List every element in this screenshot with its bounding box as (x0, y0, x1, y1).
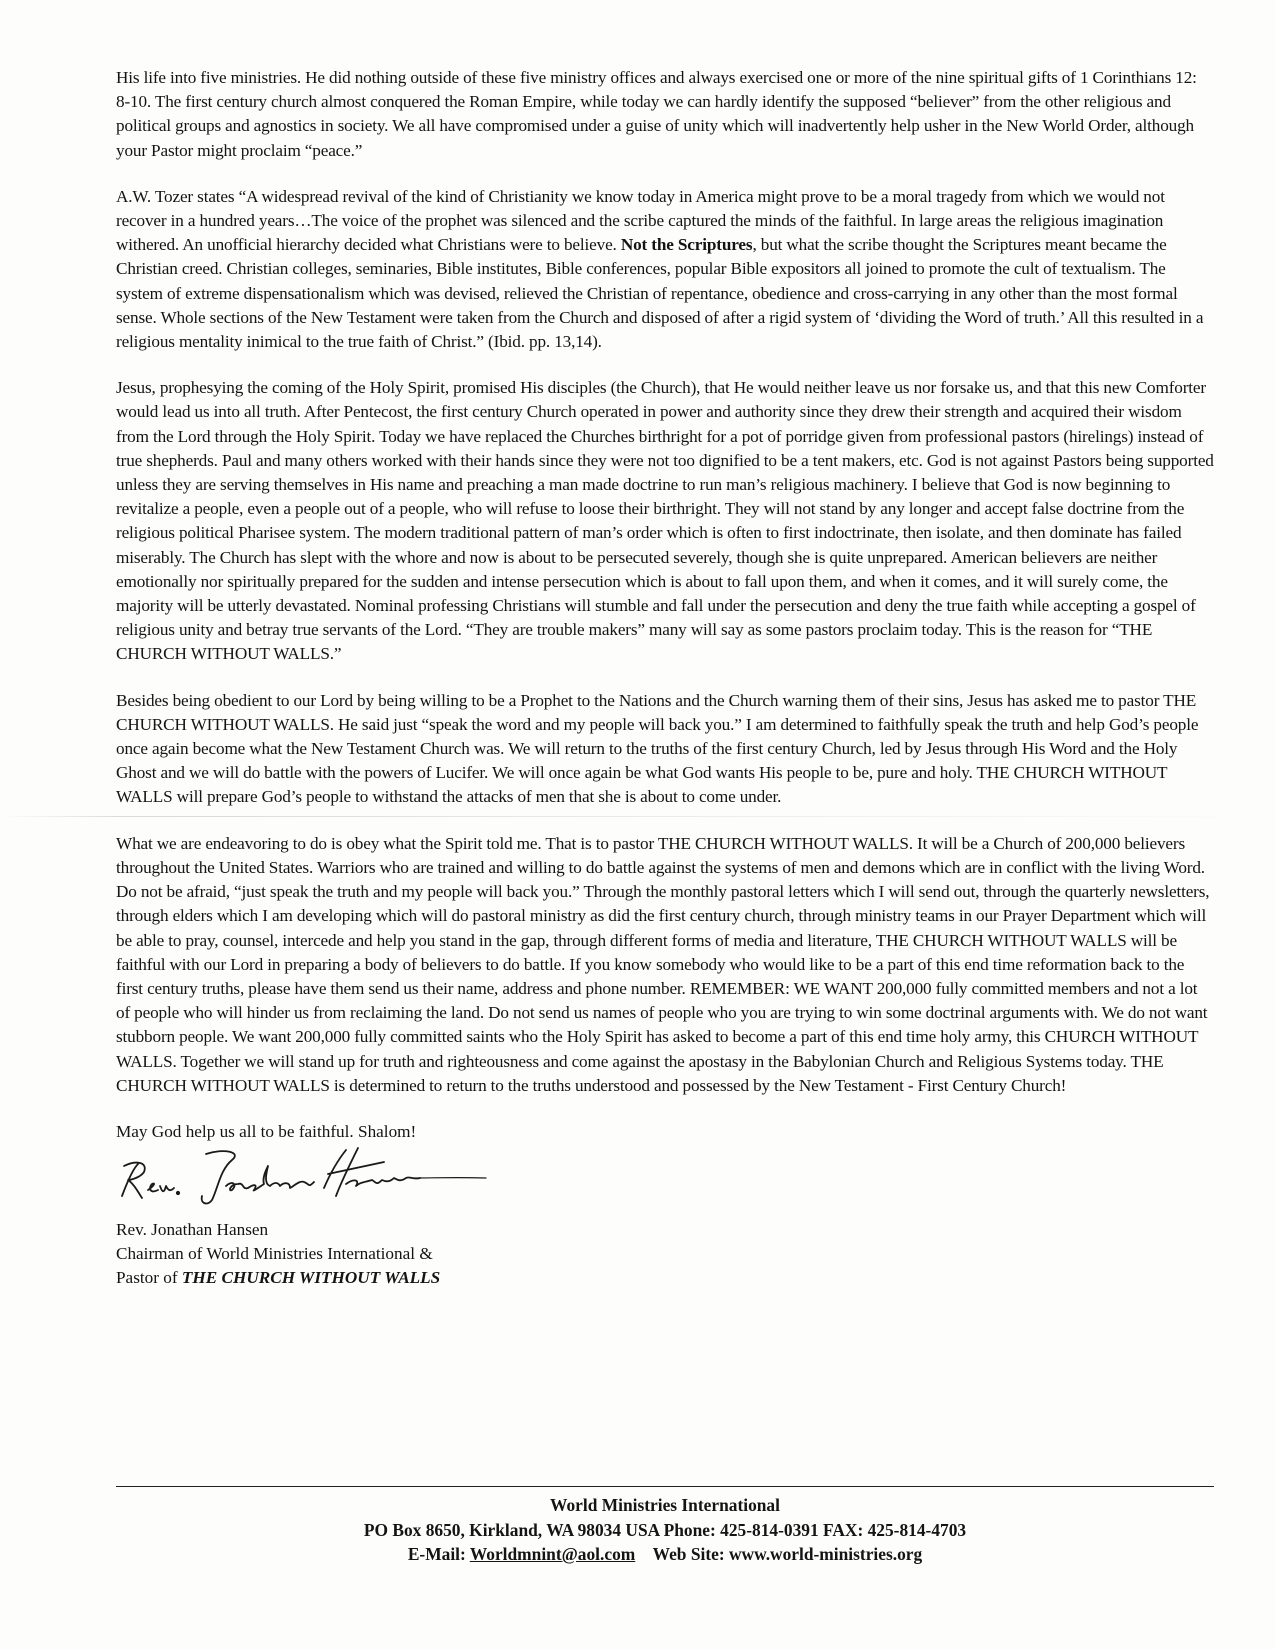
letterhead-footer (116, 1486, 1214, 1567)
handwritten-signature (116, 1144, 536, 1218)
paragraph-tozer-quote (116, 185, 1214, 354)
signer-title: Chairman of World Ministries International & (116, 1243, 433, 1263)
footer-address: PO Box 8650, Kirkland, WA 98034 USA Phone: 425-814-0391 FAX: 425-814-4703 (363, 1519, 967, 1540)
footer-org-name: World Ministries International (550, 1495, 780, 1515)
spacer (635, 1544, 652, 1564)
tozer-quote-part1: A.W. Tozer states “A widespread revival of the kind of Christianity we know today in America might prove to be a moral tragedy from which we would not recover in a hundred years…The voice of the prophet was silenced and the scribe captured the minds of the faithful. In large areas the religious imagination withered. An unofficial hierarchy decided what Christians were to believe. (116, 186, 1165, 255)
signature-image (114, 1144, 514, 1218)
footer-contact (116, 1542, 1214, 1567)
paragraph-church-without-walls: Besides being obedient to our Lord by being willing to be a Prophet to the Nations and the Church warning them of their sins, Jesus has asked me to pastor THE CHURCH WITHOUT WALLS. He said just “speak the word and my people will back you.” I am determined to faithfully speak the truth and help God’s people once again become what the New Testament Church was. We will return to the truths of the first century Church, led by Jesus through His Word and the Holy Ghost and we will do battle with the powers of Lucifer. We will once again be what God wants His people to be, pure and holy. THE CHURCH WITHOUT WALLS will prepare God’s people to withstand the attacks of men that she is about to come under. (116, 690, 1199, 807)
website-text: Web Site: www.world-ministries.org (652, 1544, 923, 1564)
paragraph-holy-spirit: Jesus, prophesying the coming of the Holy Spirit, promised His disciples (the Church), that He would neither leave us nor forsake us, and that this new Comforter would lead us into all truth. After Pentecost, the first century Church operated in power and authority since they drew their strength and acquired their wisdom from the Lord through the Holy Spirit. Today we have replaced the Churches birthright for a pot of porridge given from professional pastors (hirelings) instead of true shepherds. Paul and many others worked with their hands since they were not too dignified to be a tent makers, etc. God is not against Pastors being supported unless they are serving themselves in His name and preaching a man made doctrine to run man’s religious machinery. I believe that God is now beginning to revitalize a people, even a people out of a people, who will refuse to loose their birthright. They will not stand by any longer and accept false doctrine from the religious political Pharisee system. The modern traditional pattern of man’s order which is often to first indoctrinate, then isolate, and then dominate has failed miserably. The Church has slept with the whore and now is about to be persecuted severely, though she is quite unprepared. American believers are neither emotionally nor spiritually prepared for the sudden and intense persecution which is about to fall upon them, and when it comes, and it will surely come, the majority will be utterly devastated. Nominal professing Christians will stumble and fall under the persecution and deny the true faith while accepting a gospel of religious unity and betray true servants of the Lord. “They are trouble makers” many will say as some pastors proclaim today. This is the reason for “THE CHURCH WITHOUT WALLS.” (116, 378, 1214, 664)
signer-name: Rev. Jonathan Hansen (116, 1219, 269, 1239)
email-link[interactable]: Worldmnint@aol.com (469, 1544, 636, 1564)
paragraph-endeavoring: What we are endeavoring to do is obey what the Spirit told me. That is to pastor THE CHURCH WITHOUT WALLS. It will be a Church of 200,000 believers throughout the United States. Warriors who are trained and willing to do battle against the systems of men and demons which are in conflict with the living Word. Do not be afraid, “just speak the truth and my people will back you.” Through the monthly pastoral letters which I will send out, through the quarterly newsletters, through elders which I am developing which will do pastoral ministry as did the first century church, through ministry teams in our Prayer Department which will be able to pray, counsel, intercede and help you stand in the gap, through different forms of media and literature, THE CHURCH WITHOUT WALLS will be faithful with our Lord in preparing a body of believers to do battle. If you know somebody who would like to be a part of this end time reformation back to the first century truths, please have them send us their name, address and phone number. REMEMBER: WE WANT 200,000 fully committed members and not a lot of people who will hinder us from reclaiming the land. Do not send us names of people who you are trying to win some doctrinal arguments with. We do not want stubborn people. We want 200,000 fully committed saints who the Holy Spirit has asked to become a part of this end time holy army, this CHURCH WITHOUT WALLS. Together we will stand up for truth and righteousness and come against the apostasy in the Babylonian Church and Religious Systems today. THE CHURCH WITHOUT WALLS is determined to return to the truths understood and possessed by the New Testament - First Century Church! (116, 833, 1210, 1095)
closing-line: May God help us all to be faithful. Shalom! (116, 1121, 417, 1141)
paragraph-five-ministries: His life into five ministries. He did nothing outside of these five ministry offices and always exercised one or more of the nine spiritual gifts of 1 Corinthians 12: 8-10. The first century church almost conquered the Roman Empire, while today we can hardly identify the supposed “believer” from the other religious and political groups and agnostics in society. We all have compromised under a guise of unity which will inadvertently help usher in the New World Order, although your Pastor might proclaim “peace.” (116, 68, 1197, 160)
tozer-quote-part2: , but what the scribe thought the Scriptures meant became the Christian creed. Christian colleges, seminaries, Bible institutes, Bible conferences, popular Bible expositors all joined to promote the cult of textualism. The system of extreme dispensationalism which was devised, relieved the Christian of repentance, obedience and cross-carrying in any other than the most formal sense. Whole sections of the New Testament were taken from the Church and disposed of after a rigid system of ‘dividing the Word of truth.’ All this resulted in a religious mentality inimical to the true faith of Christ.” (Ibid. pp. 13,14). (116, 235, 1204, 352)
letter-body (116, 66, 1214, 1290)
signer-pastor-line (116, 1266, 1214, 1290)
pastor-prefix: Pastor of (116, 1267, 182, 1287)
pastor-church-name: THE CHURCH WITHOUT WALLS (181, 1267, 441, 1287)
signature-block (116, 1218, 1214, 1290)
tozer-quote-bold: Not the Scriptures (620, 235, 753, 255)
email-label: E-Mail: (407, 1544, 470, 1564)
